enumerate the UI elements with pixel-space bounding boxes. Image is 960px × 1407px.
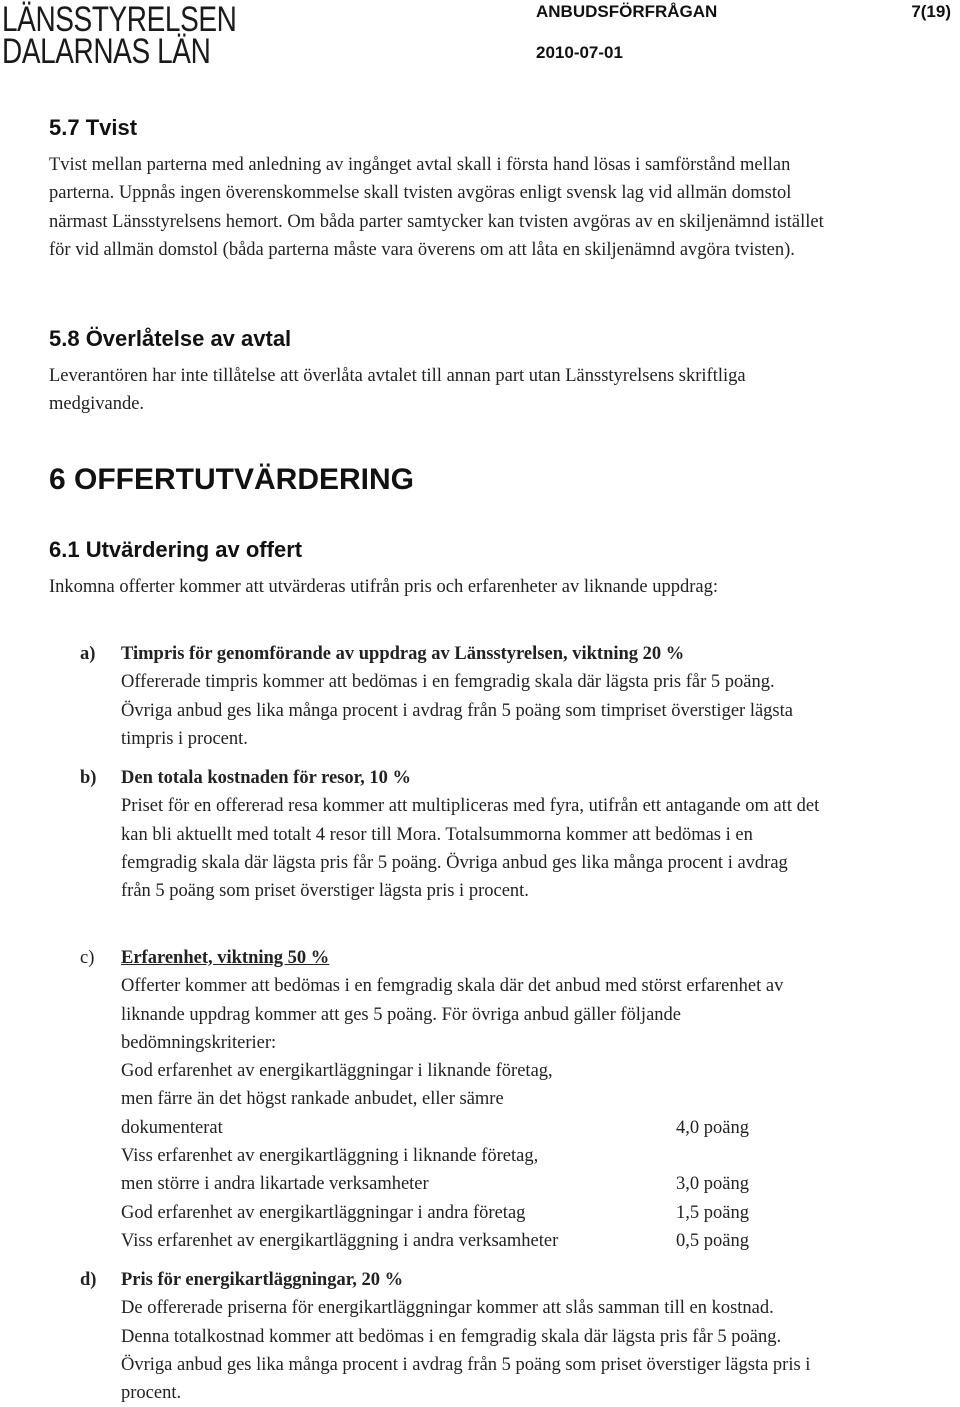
criterion-a <box>80 640 950 753</box>
score-points: 0,5 poäng <box>676 1230 749 1251</box>
section-6-1 <box>49 535 949 601</box>
section-text: Inkomna offerter kommer att utvärderas utifrån pris och erfarenheter av liknande uppdrag: <box>49 577 718 597</box>
logo-line-2: DALARNAS LÄN <box>2 32 211 71</box>
agency-logo <box>2 0 237 71</box>
logo-line-1: LÄNSSTYRELSEN <box>2 0 237 39</box>
section-5-7 <box>49 113 949 264</box>
score-row <box>121 1057 821 1142</box>
criterion-heading: Den totala kostnaden för resor, 10 % <box>121 768 412 788</box>
criterion-line: Viss erfarenhet av energikartläggning i liknande företag, <box>121 1146 539 1167</box>
criterion-d <box>80 1266 950 1407</box>
criterion-line: God erfarenhet av energikartläggningar i liknande företag, <box>121 1061 553 1082</box>
criterion-c <box>80 944 950 1255</box>
criterion-line: Viss erfarenhet av energikartläggning i andra verksamheter <box>121 1230 559 1251</box>
chapter-6 <box>49 462 949 498</box>
score-points: 1,5 poäng <box>676 1202 749 1223</box>
criterion-heading: Pris för energikartläggningar, 20 % <box>121 1270 404 1290</box>
chapter-heading: 6 OFFERTUTVÄRDERING <box>49 463 415 496</box>
document-date: 2010-07-01 <box>536 43 623 62</box>
criterion-line: men färre än det högst rankade anbudet, eller sämre <box>121 1089 504 1110</box>
criterion-heading: Erfarenhet, viktning 50 % <box>121 948 330 968</box>
score-points: 3,0 poäng <box>676 1174 749 1195</box>
page-number: 7(19) <box>911 2 951 21</box>
score-row <box>121 1142 821 1199</box>
section-heading: 6.1 Utvärdering av offert <box>49 537 303 562</box>
section-text: Leverantören har inte tillåtelse att överlåta avtalet till annan part utan Länsstyrelsens skriftliga medgivande. <box>49 366 746 415</box>
list-marker: b) <box>80 768 97 788</box>
criterion-line: dokumenterat <box>121 1117 223 1138</box>
criterion-text: Offerter kommer att bedömas i en femgradig skala där det anbud med störst erfarenhet av liknande uppdrag kommer att ges 5 poäng. För övriga anbud gäller följande bedömningskriterier: <box>121 976 784 1053</box>
score-points: 4,0 poäng <box>676 1117 749 1138</box>
score-row <box>121 1227 821 1255</box>
section-heading: 5.7 Tvist <box>49 115 138 140</box>
section-5-8 <box>49 324 949 419</box>
section-text: Tvist mellan parterna med anledning av ingånget avtal skall i första hand lösas i samförstånd mellan parterna. Uppnås ingen överenskommelse skall tvisten avgöras enligt svensk lag vid allmän domstol närmast Länsstyrelsens hemort. Om båda parter samtycker kan tvisten avgöras av en skiljenämnd istället för vid allmän domstol (båda parterna måste vara överens om att låta en skiljenämnd avgöra tvisten). <box>49 155 824 260</box>
criterion-line: God erfarenhet av energikartläggningar i andra företag <box>121 1202 526 1223</box>
criterion-text: De offererade priserna för energikartläggningar kommer att slås samman till en kostnad. Denna totalkostnad kommer att bedömas i en femgradig skala där lägsta pris får 5 poäng. Övriga anbud ges lika många procent i avdrag från 5 poäng som priset överstiger lägsta pris i procent. <box>121 1298 811 1404</box>
criterion-b <box>80 764 950 905</box>
list-marker: d) <box>80 1270 97 1290</box>
score-row <box>121 1199 821 1227</box>
document-type: ANBUDSFÖRFRÅGAN <box>536 2 718 21</box>
criterion-line: men större i andra likartade verksamheter <box>121 1174 429 1195</box>
criterion-heading: Timpris för genomförande av uppdrag av Länsstyrelsen, viktning 20 % <box>121 644 685 664</box>
criterion-text: Offererade timpris kommer att bedömas i en femgradig skala där lägsta pris får 5 poäng. Övriga anbud ges lika många procent i avdrag från 5 poäng som timpriset överstiger lägsta timpris i procent. <box>121 672 793 749</box>
list-marker: c) <box>80 948 95 968</box>
section-heading: 5.8 Överlåtelse av avtal <box>49 326 292 351</box>
criterion-text: Priset för en offererad resa kommer att multipliceras med fyra, utifrån ett antagande om att det kan bli aktuellt med totalt 4 resor till Mora. Totalsummorna kommer att bedömas i en femgradig skala där lägsta pris får 5 poäng. Övriga anbud ges lika många procent i avdrag från 5 poäng som priset överstiger lägsta pris i procent. <box>121 796 820 902</box>
list-marker: a) <box>80 644 96 664</box>
